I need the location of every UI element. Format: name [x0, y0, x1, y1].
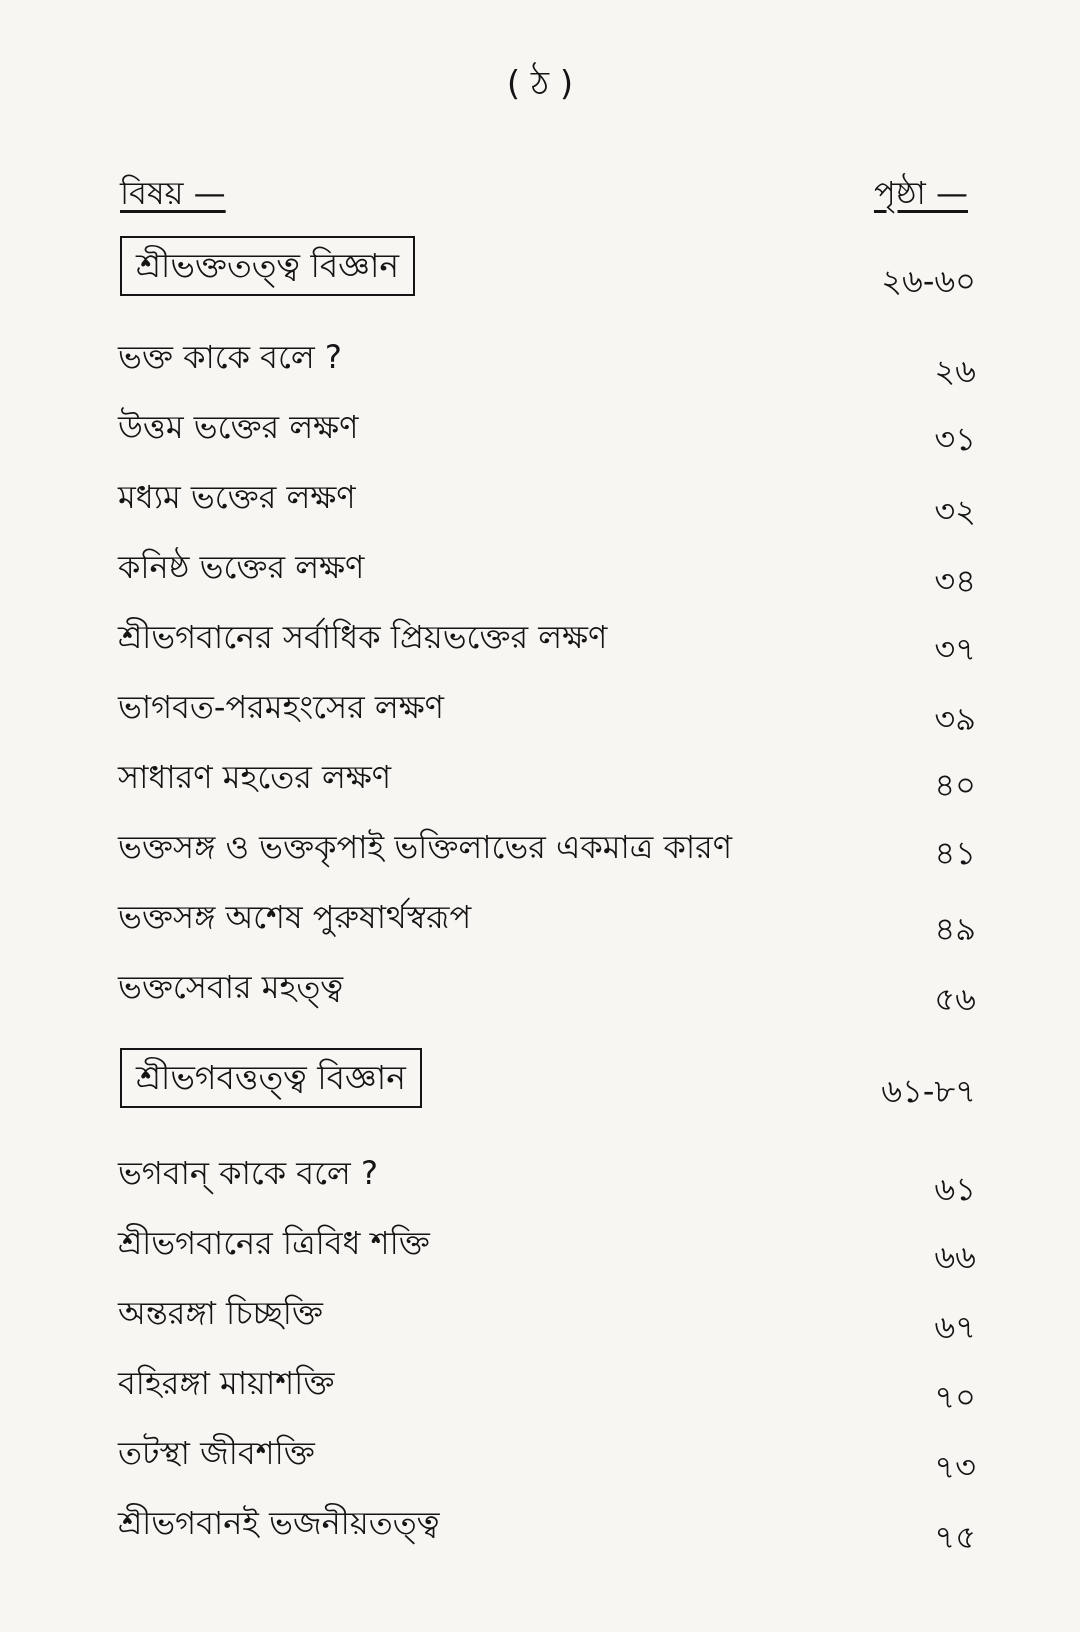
entry-title: ভাগবত-পরমহংসের লক্ষণ [118, 688, 445, 726]
entry-page: ৬১ [934, 1170, 976, 1208]
entry-title: মধ্যম ভক্তের লক্ষণ [118, 478, 356, 516]
toc-entry [0, 332, 1080, 392]
section-page-range: ২৬-৬০ [881, 262, 976, 300]
entry-page: ৪০ [934, 766, 976, 804]
entry-title: শ্রীভগবানের সর্বাধিক প্রিয়ভক্তের লক্ষণ [118, 618, 608, 656]
entry-page: ৬৭ [934, 1308, 976, 1346]
toc-entry [0, 1428, 1080, 1488]
entry-page: ৫৬ [934, 980, 976, 1018]
entry-title: অন্তরঙ্গা চিচ্ছক্তি [118, 1294, 324, 1332]
entry-page: ৩৯ [934, 700, 976, 738]
toc-entry [0, 892, 1080, 952]
entry-page: ৩২ [934, 492, 976, 530]
entry-title: বহিরঙ্গা মায়াশক্তি [118, 1364, 335, 1402]
entry-title: ভগবান্ কাকে বলে ? [118, 1154, 378, 1192]
entry-title: শ্রীভগবানের ত্রিবিধ শক্তি [118, 1224, 430, 1262]
entry-title: ভক্তসঙ্গ অশেষ পুরুষার্থস্বরূপ [118, 898, 472, 936]
subject-header-label: বিষয় — [120, 174, 226, 212]
entry-page: ৪৯ [934, 910, 976, 948]
section-title-box: শ্রীভক্ততত্ত্ব বিজ্ঞান [120, 236, 415, 296]
entry-page: ৭৫ [934, 1518, 976, 1556]
toc-entry [0, 472, 1080, 532]
entry-page: ২৬ [934, 352, 976, 390]
toc-entry [0, 822, 1080, 882]
toc-entry [0, 962, 1080, 1022]
entry-title: ভক্তসঙ্গ ও ভক্তকৃপাই ভক্তিলাভের একমাত্র কারণ [118, 828, 733, 866]
toc-entry [0, 612, 1080, 672]
entry-title: সাধারণ মহতের লক্ষণ [118, 758, 392, 796]
toc-entry [0, 682, 1080, 742]
toc-entry [0, 1218, 1080, 1278]
entry-title: তটস্থা জীবশক্তি [118, 1434, 315, 1472]
page-header-label: পৃষ্ঠা — [873, 174, 968, 212]
section-title-box: শ্রীভগবত্তত্ত্ব বিজ্ঞান [120, 1048, 422, 1108]
entry-title: ভক্ত কাকে বলে ? [118, 338, 342, 376]
page-number: ( ঠ ) [506, 64, 574, 104]
subject-header [120, 168, 226, 222]
entry-page: ৩৭ [934, 630, 976, 668]
toc-entry [0, 1148, 1080, 1208]
entry-page: ৩১ [934, 420, 976, 458]
entry-title: উত্তম ভক্তের লক্ষণ [118, 408, 359, 446]
toc-entry [0, 402, 1080, 462]
entry-title: শ্রীভগবানই ভজনীয়তত্ত্ব [118, 1504, 440, 1542]
section-page-range: ৬১-৮৭ [881, 1072, 976, 1110]
entry-title: কনিষ্ঠ ভক্তের লক্ষণ [118, 548, 365, 586]
toc-entry [0, 1358, 1080, 1418]
page-header [874, 168, 968, 222]
entry-page: ৬৬ [934, 1238, 976, 1276]
entry-page: ৭০ [934, 1378, 976, 1416]
toc-entry [0, 752, 1080, 812]
entry-page: ৩৪ [934, 562, 976, 600]
entry-page: ৪১ [934, 834, 976, 872]
entry-page: ৭৩ [934, 1448, 976, 1486]
toc-entry [0, 542, 1080, 602]
toc-entry [0, 1288, 1080, 1348]
toc-entry [0, 1498, 1080, 1558]
entry-title: ভক্তসেবার মহত্ত্ব [118, 968, 344, 1006]
